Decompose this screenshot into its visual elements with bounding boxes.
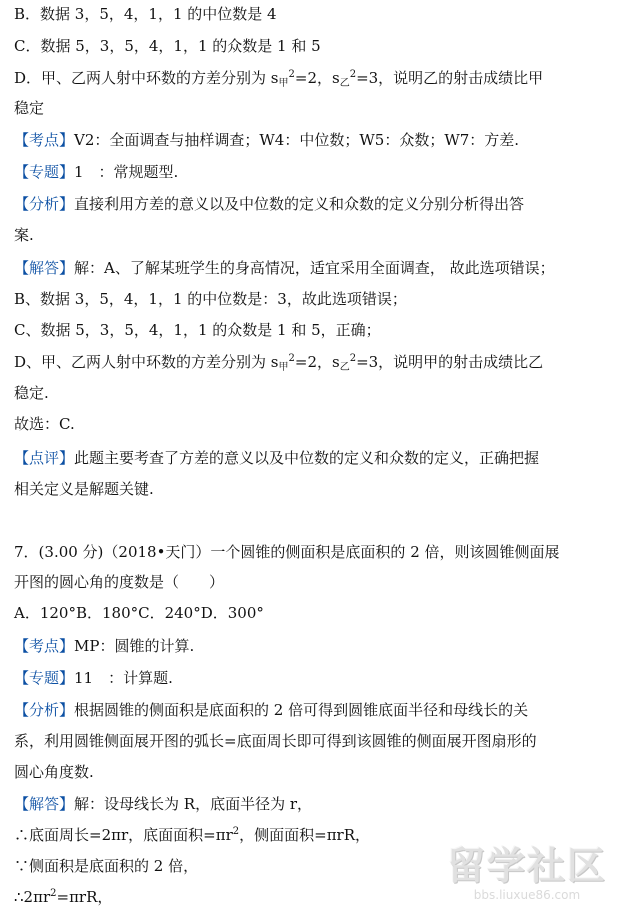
fenxi-line-2 — [14, 223, 618, 247]
q7-fenxi-text-2: 系，利用圆锥侧面展开图的弧长=底面周长即可得到该圆锥的侧面展开图扇形的 — [14, 732, 537, 750]
q7-jieda-text-3: ∵侧面积是底面积的 2 倍， — [14, 857, 199, 875]
q7-jieda-text-2: ∴底面周长=2πr，底面面积=πr — [14, 826, 233, 844]
jieda-line-c — [14, 318, 618, 342]
q7-fenxi-line-3 — [14, 760, 618, 784]
question-7-line-2 — [14, 570, 618, 594]
superscript-2: 2 — [288, 69, 295, 80]
subscript-jia: 甲 — [278, 362, 289, 373]
jieda-line-b — [14, 287, 618, 311]
option-b-line — [14, 2, 618, 26]
q7-fenxi-text-3: 圆心角度数. — [14, 763, 94, 781]
fenxi-tag: 【分析】 — [14, 195, 75, 213]
jieda-line-d-continued — [14, 381, 618, 405]
guxuan-text: 故选：C. — [14, 415, 75, 433]
option-b-text: B．数据 3，5，4，1，1 的中位数是 4 — [14, 5, 277, 23]
q7-jieda-text-4: ∴2πr — [14, 888, 51, 906]
q7-jieda-text-4-post: =πrR， — [56, 888, 113, 906]
subscript-yi: 乙 — [339, 362, 350, 373]
superscript-2: 2 — [50, 888, 57, 899]
superscript-2: 2 — [349, 69, 357, 80]
site-watermark — [442, 845, 612, 907]
q7-kaodian-line — [14, 634, 618, 658]
q7-jieda-text-2-post: ，侧面面积=πrR， — [239, 826, 371, 844]
jieda-d-mid: =2，s — [294, 353, 340, 371]
fenxi-text-1: 直接利用方差的意义以及中位数的定义和众数的定义分别分析得出答 — [74, 195, 525, 213]
zhuanti-tag: 【专题】 — [14, 669, 75, 687]
zhuanti-text: 1 ：常规题型. — [74, 163, 179, 181]
watermark-logo-text: 留学社区 — [446, 844, 607, 888]
q7-fenxi-line-2 — [14, 729, 618, 753]
superscript-2: 2 — [288, 353, 295, 364]
subscript-jia: 甲 — [278, 78, 289, 89]
q7-fenxi-line-1 — [14, 698, 618, 722]
jieda-line-d — [14, 350, 618, 374]
guxuan-line — [14, 412, 618, 436]
jieda-tag: 【解答】 — [14, 795, 75, 813]
subscript-yi: 乙 — [339, 78, 350, 89]
option-d-post: =3，说明乙的射击成绩比甲 — [356, 69, 544, 87]
option-d-cont-text: 稳定 — [14, 99, 45, 117]
fenxi-tag: 【分析】 — [14, 701, 75, 719]
kaodian-tag: 【考点】 — [14, 131, 75, 149]
dianping-text-1: 此题主要考查了方差的意义以及中位数的定义和众数的定义，正确把握 — [74, 449, 540, 467]
jieda-d-text: D、甲、乙两人射中环数的方差分别为 s — [14, 353, 279, 371]
zhuanti-tag: 【专题】 — [14, 163, 75, 181]
jieda-d-post: =3，说明甲的射击成绩比乙 — [356, 353, 544, 371]
zhuanti-line — [14, 160, 618, 184]
question-7-stem-1: 7．(3.00 分)（2018•天门）一个圆锥的侧面积是底面积的 2 倍，则该圆锥侧面展 — [14, 543, 560, 561]
question-7-line-1 — [14, 540, 618, 564]
option-c-text: C．数据 5，3，5，4，1，1 的众数是 1 和 5 — [14, 37, 321, 55]
option-d-continued — [14, 96, 618, 120]
jieda-tag: 【解答】 — [14, 259, 75, 277]
question-7-options — [14, 601, 618, 625]
jieda-line-1 — [14, 256, 618, 280]
fenxi-line-1 — [14, 192, 618, 216]
jieda-d-cont-text: 稳定. — [14, 384, 49, 402]
q7-jieda-text-1: 解：设母线长为 R，底面半径为 r， — [74, 795, 313, 813]
jieda-text-b: B、数据 3，5，4，1，1 的中位数是：3，故此选项错误； — [14, 290, 407, 308]
q7-jieda-line-1 — [14, 792, 618, 816]
q7-kaodian-text: MP：圆锥的计算. — [74, 637, 195, 655]
jieda-text-1: 解：A、了解某班学生的身高情况，适宜采用全面调查， 故此选项错误； — [74, 259, 555, 277]
option-d-mid: =2，s — [294, 69, 340, 87]
watermark-url: bbs.liuxue86.com — [473, 888, 581, 902]
dianping-tag: 【点评】 — [14, 449, 75, 467]
q7-zhuanti-text: 11 ：计算题. — [74, 669, 173, 687]
superscript-2: 2 — [349, 353, 357, 364]
question-7-stem-2: 开图的圆心角的度数是（ ） — [14, 573, 225, 591]
dianping-line-1 — [14, 446, 618, 470]
superscript-2: 2 — [232, 826, 240, 837]
jieda-text-c: C、数据 5，3，5，4，1，1 的众数是 1 和 5，正确； — [14, 321, 381, 339]
dianping-line-2 — [14, 477, 618, 501]
kaodian-tag: 【考点】 — [14, 637, 75, 655]
kaodian-text: V2：全面调查与抽样调查；W4：中位数；W5：众数；W7：方差. — [74, 131, 520, 149]
fenxi-text-2: 案. — [14, 226, 34, 244]
option-d-line — [14, 66, 618, 90]
question-7-options-text: A．120°B．180°C．240°D．300° — [14, 604, 264, 622]
q7-zhuanti-line — [14, 666, 618, 690]
option-d-text: D．甲、乙两人射中环数的方差分别为 s — [14, 69, 279, 87]
q7-fenxi-text-1: 根据圆锥的侧面积是底面积的 2 倍可得到圆锥底面半径和母线长的关 — [74, 701, 529, 719]
dianping-text-2: 相关定义是解题关键. — [14, 480, 154, 498]
kaodian-line — [14, 128, 618, 152]
option-c-line — [14, 34, 618, 58]
